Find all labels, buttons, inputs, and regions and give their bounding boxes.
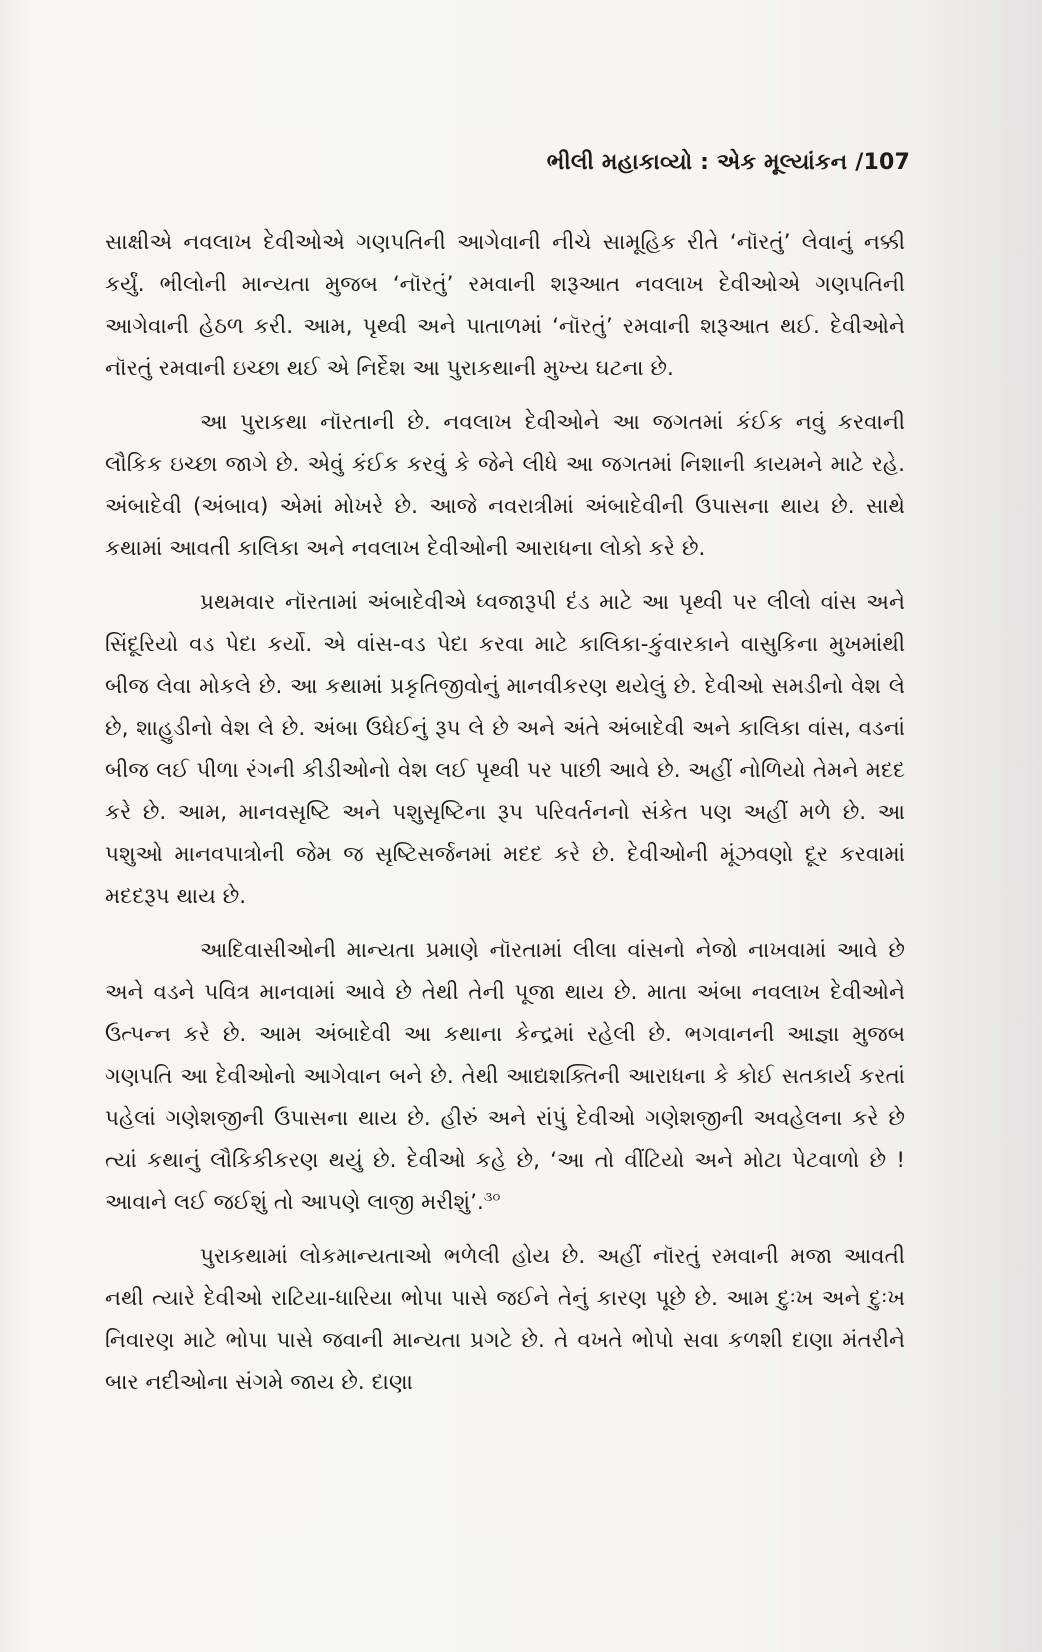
paragraph-2-text: આ પુરાકથા નૉરતાની છે. નવલાખ દેવીઓને આ જગતમાં કંઈક નવું કરવાની લૌકિક ઇચ્છા જાગે છે. એવું કંઈક કરવું કે જેને લીધે આ જગતમાં નિશાની કાયમને માટે રહે. અંબાદેવી (અંબાવ) એમાં મોખરે છે. આજે નવરાત્રીમાં અંબાદેવીની ઉપાસના થાય છે. સાથે કથામાં આવતી કાલિકા અને નવલાખ દેવીઓની આરાધના લોકો કરે છે. bbox=[105, 410, 905, 561]
paragraph-5 bbox=[105, 1236, 905, 1404]
paragraph-4-text: આદિવાસીઓની માન્યતા પ્રમાણે નૉરતામાં લીલા વાંસનો નેજો નાખવામાં આવે છે અને વડને પવિત્ર માનવામાં આવે છે તેથી તેની પૂજા થાય છે. માતા અંબા નવલાખ દેવીઓને ઉત્પન્ન કરે છે. આમ અંબાદેવી આ કથાના કેન્દ્રમાં રહેલી છે. ભગવાનની આજ્ઞા મુજબ ગણપતિ આ દેવીઓનો આગેવાન બને છે. તેથી આદ્યશક્તિની આરાધના કે કોઈ સતકાર્ય કરતાં પહેલાં ગણેશજીની ઉપાસના થાય છે. હીરું અને રાંપું દેવીઓ ગણેશજીની અવહેલના કરે છે ત્યાં કથાનું લૌકિકીકરણ થયું છે. દેવીઓ કહે છે, ‘આ તો વીંટિયો અને મોટા પેટવાળો છે ! આવાને લઈ જઈશું તો આપણે લાજી મરીશું’. bbox=[105, 938, 905, 1215]
book-title: ભીલી મહાકાવ્યો : એક મૂલ્યાંકન bbox=[546, 150, 848, 175]
paragraph-3-text: પ્રથમવાર નૉરતામાં અંબાદેવીએ ધ્વજારૂપી દંડ માટે આ પૃથ્વી પર લીલો વાંસ અને સિંદૂરિયો વડ પેદા કર્યો. એ વાંસ-વડ પેદા કરવા માટે કાલિકા-કુંવારકાને વાસુકિના મુખમાંથી બીજ લેવા મોકલે છે. આ કથામાં પ્રકૃતિજીવોનું માનવીકરણ થયેલું છે. દેવીઓ સમડીનો વેશ લે છે, શાહુડીનો વેશ લે છે. અંબા ઉધેઈનું રૂપ લે છે અને અંતે અંબાદેવી અને કાલિકા વાંસ, વડનાં બીજ લઈ પીળા રંગની કીડીઓનો વેશ લઈ પૃથ્વી પર પાછી આવે છે. અહીં નોળિયો તેમને મદદ કરે છે. આમ, માનવસૃષ્ટિ અને પશુસૃષ્ટિના રૂપ પરિવર્તનનો સંકેત પણ અહીં મળે છે. આ પશુઓ માનવપાત્રોની જેમ જ સૃષ્ટિસર્જનમાં મદદ કરે છે. દેવીઓની મૂંઝવણો દૂર કરવામાં મદદરૂપ થાય છે. bbox=[105, 590, 905, 909]
paragraph-5-text: પુરાકથામાં લોકમાન્યતાઓ ભળેલી હોય છે. અહીં નૉરતું રમવાની મજા આવતી નથી ત્યારે દેવીઓ રાટિયા-ધારિયા ભોપા પાસે જઈને તેનું કારણ પૂછે છે. આમ દુઃખ અને દુઃખ નિવારણ માટે ભોપા પાસે જવાની માન્યતા પ્રગટે છે. તે વખતે ભોપો સવા કળશી દાણા મંતરીને બાર નદીઓના સંગમે જાય છે. દાણા bbox=[105, 1244, 905, 1395]
paragraph-4 bbox=[105, 930, 905, 1224]
running-header bbox=[547, 150, 910, 175]
page-edge-shadow bbox=[922, 0, 1042, 1652]
footnote-marker: ૩૦ bbox=[483, 1189, 501, 1205]
header-separator: / bbox=[847, 150, 864, 175]
body-text bbox=[105, 222, 905, 1416]
paragraph-1 bbox=[105, 222, 905, 390]
paragraph-3 bbox=[105, 582, 905, 918]
paragraph-2 bbox=[105, 402, 905, 570]
paragraph-1-text: સાક્ષીએ નવલાખ દેવીઓએ ગણપતિની આગેવાની નીચે સામૂહિક રીતે ‘નૉરતું’ લેવાનું નક્કી કર્યું. ભીલોની માન્યતા મુજબ ‘નૉરતું’ રમવાની શરૂઆત નવલાખ દેવીઓએ ગણપતિની આગેવાની હેઠળ કરી. આમ, પૃથ્વી અને પાતાળમાં ‘નૉરતું’ રમવાની શરૂઆત થઈ. દેવીઓને નૉરતું રમવાની ઇચ્છા થઈ એ નિર્દેશ આ પુરાકથાની મુખ્ય ઘટના છે. bbox=[105, 230, 905, 381]
page-number: 107 bbox=[863, 150, 910, 175]
